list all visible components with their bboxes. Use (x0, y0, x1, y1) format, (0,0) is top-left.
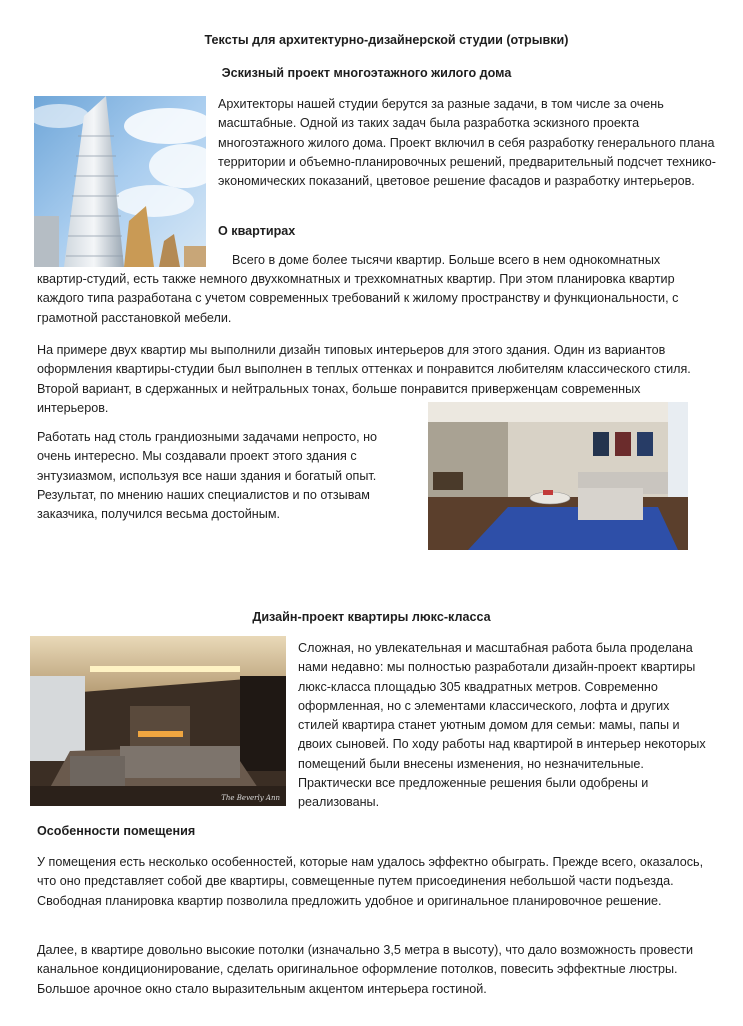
section1-p3: Работать над столь грандиозными задачами непросто, но очень интересно. Мы создавали проект этого здания с энтузиазмом, используя все наши здания и богатый опыт. Результат, по мнению наших специалистов и по отзывам заказчика, получился весьма достойным. (37, 430, 378, 522)
section1-heading: Эскизный проект многоэтажного жилого дома (221, 66, 512, 80)
section2-heading: Дизайн-проект квартиры люкс-класса (252, 610, 491, 624)
section1-intro: Архитекторы нашей студии берутся за разные задачи, в том числе за очень масштабные. Одной из таких задач была разработка эскизного проекта многоэтажного жилого дома. Проект включил в себя разработку генерального плана территории и объемно-планировочных решений, предварительный подсчет технико-экономических показаний, цветовое решение фасадов и разработку интерьеров. (218, 97, 716, 189)
photo-watermark: The Beverly Ann (221, 794, 280, 802)
section2-p1: У помещения есть несколько особенностей, которые нам удалось эффектно обыграть. Прежде всего, оказалось, что оно представляет собой две квартиры, совмещенные путем присоединения небольшой части подъезда. Свободная планировка квартир позволила предложить удобное и оригинальное планировочное решение. (37, 855, 704, 908)
section2-p2: Далее, в квартире довольно высокие потолки (изначально 3,5 метра в высоту), что дало возможность провести канальное кондиционирование, сделать оригинальное оформление потолков, повесить эффектные люстры. Большое арочное окно стало выразительным акцентом интерьера гостиной. (37, 943, 694, 996)
section1-p1-rest: квартир-студий, есть также немного двухкомнатных и трехкомнатных квартир. При этом планировка квартир каждого типа разработана с учетом современных требований к жилому пространству и функциональности, с грамотной расстановкой мебели. (37, 272, 679, 325)
section2-intro: Сложная, но увлекательная и масштабная работа была проделана нами недавно: мы полностью разработали дизайн-проект квартиры люкс-класса площадью 305 квадратных метров. Современно оформленная, но с элементами классического, лофта и других стилей квартира станет уютным домом для семьи: мамы, папы и двоих сыновей. По ходу работы над квартирой в интерьер некоторых помещений были внесены изменения, но незначительные. Практически все предложенные решения были одобрены и реализованы. (298, 641, 706, 810)
section1-subheading: О квартирах (218, 224, 296, 238)
document-title: Тексты для архитектурно-дизайнерской студии (отрывки) (204, 33, 569, 47)
section1-p1-lead: Всего в доме более тысячи квартир. Больше всего в нем однокомнатных (232, 253, 661, 267)
skyscraper-image (34, 96, 206, 267)
luxury-apartment-image (30, 636, 286, 806)
living-room-image (428, 402, 688, 550)
section1-p2: На примере двух квартир мы выполнили дизайн типовых интерьеров для этого здания. Один из вариантов оформления квартиры-студии был выполнен в теплых оттенках и понравится любителям классического стиля. Второй вариант, в сдержанных и нейтральных тонах, больше понравится приверженцам современных интерьеров. (37, 343, 691, 415)
section2-subheading: Особенности помещения (37, 824, 196, 838)
